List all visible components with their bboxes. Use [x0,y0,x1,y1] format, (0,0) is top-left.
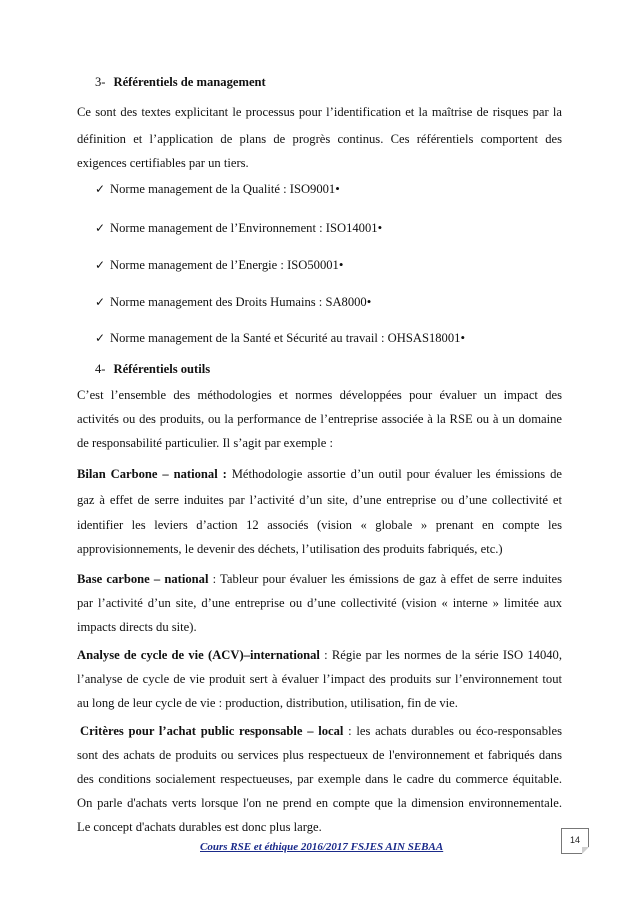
bullet-item [95,294,580,310]
criteres-line-3: des conditions socialement respectueuses, par exemple dans le cadre du commerce équitable. [77,772,562,786]
section-4-paragraph-line-3: de responsabilité particulier. Il s’agit par exemple : [77,436,333,450]
criteres-line-4: On parle d'achats verts lorsque l'on ne prend en compte que la dimension environnementale. [77,796,562,810]
acv-line-2: l’analyse de cycle de vie produit sert à évaluer l’impact des produits sur l’environnement tout [77,672,562,686]
section-3-heading [95,74,580,90]
acv-term: Analyse de cycle de vie (ACV)–international [77,648,320,662]
section-3-number: 3- [95,75,106,89]
criteres-line-1 [80,723,562,739]
page-number: 14 [569,835,580,845]
page-fold-icon [582,847,589,854]
bullet-text: Norme management des Droits Humains : SA8000 [110,295,367,309]
section-3-paragraph-line-2: définition et l’application de plans de progrès continus. Ces référentiels comportent des [77,132,562,146]
checkmark-icon: ✓ [95,331,106,345]
bullet-text: Norme management de la Santé et Sécurité au travail : OHSAS18001 [110,331,461,345]
bullet-item [95,181,580,197]
criteres-text: : les achats durables ou éco-responsables [343,724,562,738]
section-3-paragraph-line-3: exigences certifiables par un tiers. [77,156,249,170]
criteres-line-2: sont des achats de produits ou services plus respectueux de l'environnement et fabriqués dans [77,748,562,762]
bullet-dot-icon: • [460,330,465,345]
checkmark-icon: ✓ [95,258,106,272]
checkmark-icon: ✓ [95,295,106,309]
section-3-title: Référentiels de management [113,75,266,89]
bullet-text: Norme management de l’Energie : ISO50001 [110,258,339,272]
bullet-dot-icon: • [377,220,383,235]
bilan-carbone-term: Bilan Carbone – national : [77,467,227,481]
bullet-item [95,257,580,273]
base-carbone-line-1 [77,571,562,587]
acv-line-1 [77,647,562,663]
acv-text: : Régie par les normes de la série ISO 14040, [319,648,562,662]
section-4-paragraph-line-2: activités ou des produits, ou la performance de l’entreprise associée à la RSE ou à un domaine [77,412,562,426]
base-carbone-line-2: par l’activité d’un site, d’une entreprise ou d’une collectivité (vision « interne » limitée aux [77,596,562,610]
section-4-number: 4- [95,362,106,376]
criteres-term: Critères pour l’achat public responsable – local [80,724,344,738]
section-4-heading [95,361,580,377]
acv-line-3: au long de leur cycle de vie : production, distribution, utilisation, fin de vie. [77,696,458,710]
bullet-item [95,330,580,346]
bilan-carbone-text: Méthodologie assortie d’un outil pour évaluer les émissions de [226,467,563,481]
bullet-text: Norme management de la Qualité : ISO9001 [110,182,336,196]
bilan-carbone-line-4: approvisionnements, le devenir des déchets, l’utilisation des produits fabriqués, etc.) [77,542,503,556]
bilan-carbone-line-1 [77,466,562,482]
footer-course-title: Cours RSE et éthique 2016/2017 FSJES AIN SEBAA [200,841,444,853]
section-3-paragraph-line-1: Ce sont des textes explicitant le processus pour l’identification et la maîtrise de risques par la [77,105,562,119]
bullet-dot-icon: • [338,257,344,272]
bullet-item [95,220,580,236]
base-carbone-text: : Tableur pour évaluer les émissions de gaz à effet de serre induites [208,572,562,586]
base-carbone-term: Base carbone – national [77,572,209,586]
bullet-text: Norme management de l’Environnement : ISO14001 [110,221,378,235]
bullet-dot-icon: • [335,181,340,196]
checkmark-icon: ✓ [95,182,106,196]
section-4-paragraph-line-1: C’est l’ensemble des méthodologies et normes développées pour évaluer un impact des [77,388,562,402]
section-4-title: Référentiels outils [113,362,211,376]
page-number-box [561,828,589,854]
base-carbone-line-3: impacts directs du site). [77,620,197,634]
bullet-dot-icon: • [366,294,372,309]
checkmark-icon: ✓ [95,221,106,235]
bilan-carbone-line-3: identifier les leviers d’action 12 associés (vision « globale » prenant en compte les [77,518,562,532]
bilan-carbone-line-2: gaz à effet de serre induites par l’activité d’un site, d’une entreprise ou d’une collectivité et [77,493,562,507]
criteres-line-5: Le concept d'achats durables est donc plus large. [77,820,322,834]
